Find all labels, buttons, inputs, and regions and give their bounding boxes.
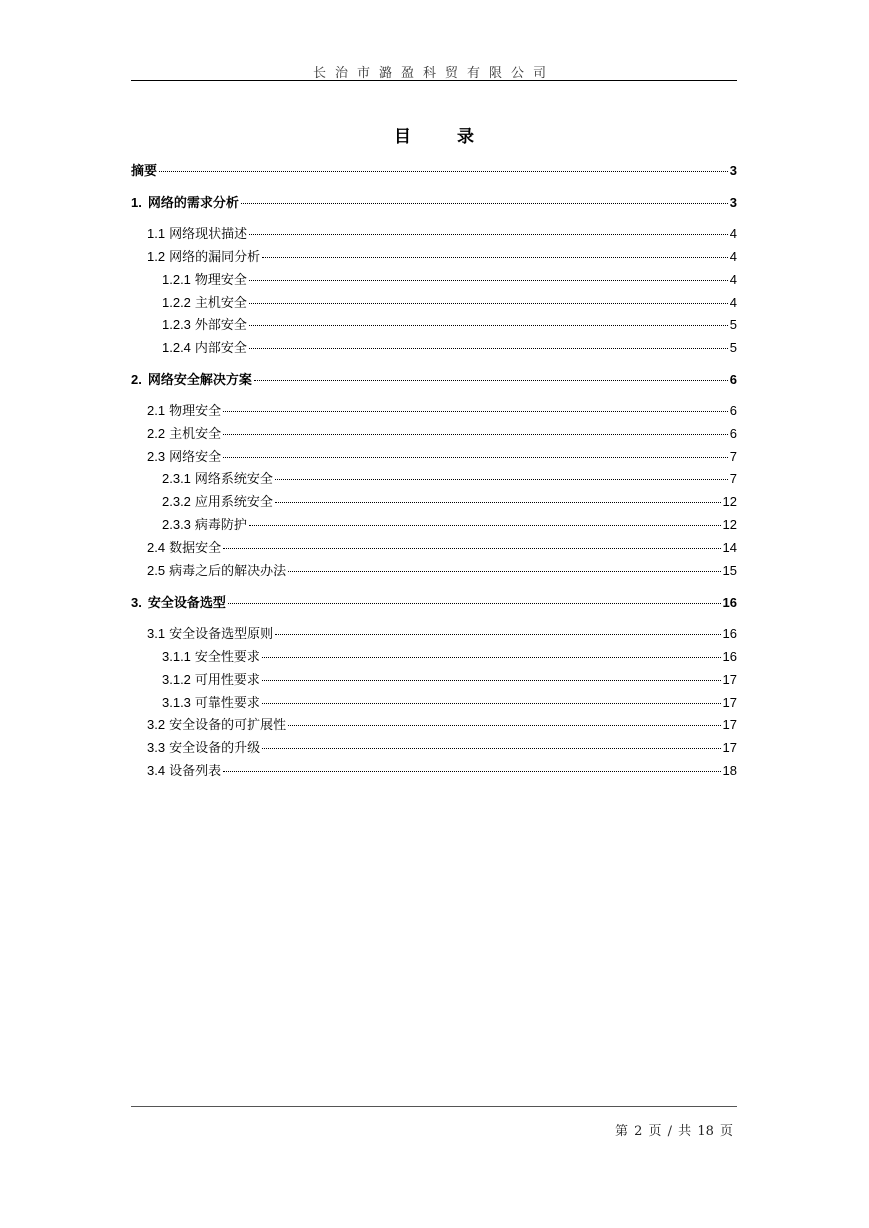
toc-entry-number: 2.4 xyxy=(147,540,166,555)
toc-entry-page: 4 xyxy=(729,272,737,287)
toc-entry-text: 安全设备选型 xyxy=(147,595,226,610)
toc-entry-text: 安全设备选型原则 xyxy=(169,626,274,641)
toc-entry-text: 网络安全解决方案 xyxy=(147,372,252,387)
toc-entry-label xyxy=(131,195,239,211)
dot-leader xyxy=(288,725,720,726)
toc-title: 目 录 xyxy=(394,127,494,147)
toc-entry[interactable] xyxy=(131,272,737,288)
toc-entry-label xyxy=(162,494,273,510)
toc-entry-page: 17 xyxy=(722,672,737,687)
toc-entry-number: 1. xyxy=(131,195,142,210)
toc-entry-number: 3. xyxy=(131,595,142,610)
toc-entry-page: 16 xyxy=(722,595,737,610)
toc-entry-number: 3.1.3 xyxy=(162,695,191,710)
toc-entry-text: 网络安全 xyxy=(169,449,222,464)
toc-entry[interactable] xyxy=(131,226,737,242)
toc-entry-page: 5 xyxy=(729,340,737,355)
toc-entry-number: 2.2 xyxy=(147,426,166,441)
dot-leader xyxy=(262,657,721,658)
dot-leader xyxy=(275,634,720,635)
toc-entry-number: 2.3.1 xyxy=(162,471,191,486)
toc-entry-page: 7 xyxy=(729,471,737,486)
dot-leader xyxy=(159,171,728,172)
toc-entry-label xyxy=(147,563,286,579)
dot-leader xyxy=(262,748,720,749)
toc-entry[interactable] xyxy=(131,740,737,756)
toc-entry-label xyxy=(162,649,260,665)
toc-entry-page: 5 xyxy=(729,317,737,332)
toc-entry[interactable] xyxy=(131,163,737,179)
toc-entry-label xyxy=(147,540,221,556)
dot-leader xyxy=(249,525,721,526)
toc-entry[interactable] xyxy=(131,195,737,211)
toc-entry-label xyxy=(162,471,273,487)
toc-entry-number: 3.2 xyxy=(147,717,166,732)
toc-entry-label xyxy=(162,340,247,356)
toc-entry-text: 网络系统安全 xyxy=(194,471,273,486)
dot-leader xyxy=(249,280,728,281)
toc-entry-number: 1.2.3 xyxy=(162,317,191,332)
dot-leader xyxy=(223,548,720,549)
toc-entry-label xyxy=(147,740,260,756)
toc-entry-page: 12 xyxy=(722,517,737,532)
toc-entry-text: 内部安全 xyxy=(194,340,247,355)
toc-entry-number: 1.1 xyxy=(147,226,166,241)
toc-entry-number: 1.2.4 xyxy=(162,340,191,355)
toc-entry-label xyxy=(131,595,226,611)
toc-entry-label xyxy=(131,163,157,179)
toc-entry-text: 数据安全 xyxy=(169,540,222,555)
toc-entry-label xyxy=(147,717,286,733)
dot-leader xyxy=(249,234,728,235)
toc-entry-text: 安全性要求 xyxy=(194,649,260,664)
dot-leader xyxy=(262,703,721,704)
toc-entry-text: 设备列表 xyxy=(169,763,222,778)
toc-entry-label xyxy=(147,763,221,779)
toc-entry[interactable] xyxy=(131,494,737,510)
toc-entry[interactable] xyxy=(131,695,737,711)
toc-entry-page: 16 xyxy=(722,649,737,664)
toc-entry-number: 1.2.2 xyxy=(162,295,191,310)
toc-entry-label xyxy=(162,672,260,688)
toc-entry-number: 3.3 xyxy=(147,740,166,755)
toc-entry[interactable] xyxy=(131,426,737,442)
toc-entry[interactable] xyxy=(131,449,737,465)
toc-entry-label xyxy=(162,517,247,533)
toc-entry-label xyxy=(131,372,252,388)
toc-entry-number: 1.2.1 xyxy=(162,272,191,287)
page-number: 第 2 页 / 共 18 页 xyxy=(615,1124,733,1139)
toc-entry-text: 病毒防护 xyxy=(194,517,247,532)
toc-entry-label xyxy=(162,295,247,311)
toc-entry-page: 4 xyxy=(729,226,737,241)
toc-entry-text: 安全设备的可扩展性 xyxy=(169,717,287,732)
dot-leader xyxy=(223,771,720,772)
toc-entry-page: 7 xyxy=(729,449,737,464)
toc-entry-text: 网络的需求分析 xyxy=(147,195,239,210)
toc-entry-page: 3 xyxy=(729,195,737,210)
dot-leader xyxy=(254,380,728,381)
toc-entry-label xyxy=(147,226,247,242)
dot-leader xyxy=(288,571,720,572)
toc-entry-page: 18 xyxy=(722,763,737,778)
dot-leader xyxy=(223,411,728,412)
toc-entry-label xyxy=(162,695,260,711)
dot-leader xyxy=(249,303,728,304)
dot-leader xyxy=(275,502,721,503)
toc-entry-number: 3.1.1 xyxy=(162,649,191,664)
toc-entry-number: 3.1 xyxy=(147,626,166,641)
toc-entry-number: 3.4 xyxy=(147,763,166,778)
toc-entry-page: 15 xyxy=(722,563,737,578)
toc-entry[interactable] xyxy=(131,471,737,487)
toc-entry-page: 3 xyxy=(729,163,737,178)
toc-entry-text: 外部安全 xyxy=(194,317,247,332)
toc-entry-number: 2.3.2 xyxy=(162,494,191,509)
dot-leader xyxy=(262,257,728,258)
toc-entry[interactable] xyxy=(131,403,737,419)
toc-entry-page: 6 xyxy=(729,426,737,441)
toc-entry-page: 16 xyxy=(722,626,737,641)
footer-divider xyxy=(131,1106,737,1107)
toc-entry-page: 17 xyxy=(722,695,737,710)
toc-entry-page: 4 xyxy=(729,295,737,310)
toc-entry[interactable] xyxy=(131,563,737,579)
dot-leader xyxy=(223,457,728,458)
toc-entry-page: 14 xyxy=(722,540,737,555)
toc-entry-text: 摘要 xyxy=(131,163,158,178)
dot-leader xyxy=(249,348,728,349)
toc-entry-page: 4 xyxy=(729,249,737,264)
toc-entry[interactable] xyxy=(131,649,737,665)
toc-entry-label xyxy=(147,403,221,419)
toc-entry-text: 网络的漏同分析 xyxy=(169,249,261,264)
dot-leader xyxy=(275,479,728,480)
dot-leader xyxy=(262,680,721,681)
toc-entry-page: 12 xyxy=(722,494,737,509)
toc-entry[interactable] xyxy=(131,517,737,533)
toc-entry-number: 2.3.3 xyxy=(162,517,191,532)
toc-entry-text: 安全设备的升级 xyxy=(169,740,261,755)
toc-entry[interactable] xyxy=(131,717,737,733)
toc-entry-page: 6 xyxy=(729,372,737,387)
page-header-company: 长治市潞盈科贸有限公司 xyxy=(312,66,555,81)
toc-entry-label xyxy=(147,449,221,465)
dot-leader xyxy=(249,325,728,326)
toc-entry[interactable] xyxy=(131,672,737,688)
toc-entry-number: 2. xyxy=(131,372,142,387)
dot-leader xyxy=(228,603,721,604)
toc-entry-number: 2.3 xyxy=(147,449,166,464)
toc-entry[interactable] xyxy=(131,763,737,779)
toc-entry[interactable] xyxy=(131,626,737,642)
toc-entry-text: 网络现状描述 xyxy=(169,226,248,241)
toc-entry-text: 物理安全 xyxy=(194,272,247,287)
toc-entry-text: 应用系统安全 xyxy=(194,494,273,509)
toc-entry-label xyxy=(147,426,221,442)
dot-leader xyxy=(241,203,728,204)
toc-entry-text: 可用性要求 xyxy=(194,672,260,687)
toc-entry[interactable] xyxy=(131,540,737,556)
toc-entry[interactable] xyxy=(131,295,737,311)
toc-entry-label xyxy=(162,272,247,288)
toc-entry[interactable] xyxy=(131,372,737,388)
toc-entry[interactable] xyxy=(131,595,737,611)
toc-entry[interactable] xyxy=(131,340,737,356)
toc-entry-text: 主机安全 xyxy=(169,426,222,441)
toc-entry-page: 17 xyxy=(722,717,737,732)
toc-entry-text: 可靠性要求 xyxy=(194,695,260,710)
toc-entry-text: 病毒之后的解决办法 xyxy=(169,563,287,578)
toc-entry-page: 17 xyxy=(722,740,737,755)
toc-entry-text: 物理安全 xyxy=(169,403,222,418)
toc-entry-number: 2.1 xyxy=(147,403,166,418)
toc-entry-number: 3.1.2 xyxy=(162,672,191,687)
toc-entry-label xyxy=(147,626,273,642)
dot-leader xyxy=(223,434,728,435)
toc-entry-label xyxy=(162,317,247,333)
header-divider xyxy=(131,80,737,81)
toc-entry-number: 2.5 xyxy=(147,563,166,578)
toc-entry[interactable] xyxy=(131,317,737,333)
toc-entry-number: 1.2 xyxy=(147,249,166,264)
toc-entry[interactable] xyxy=(131,249,737,265)
toc-entry-label xyxy=(147,249,260,265)
toc-entry-text: 主机安全 xyxy=(194,295,247,310)
toc-entry-page: 6 xyxy=(729,403,737,418)
